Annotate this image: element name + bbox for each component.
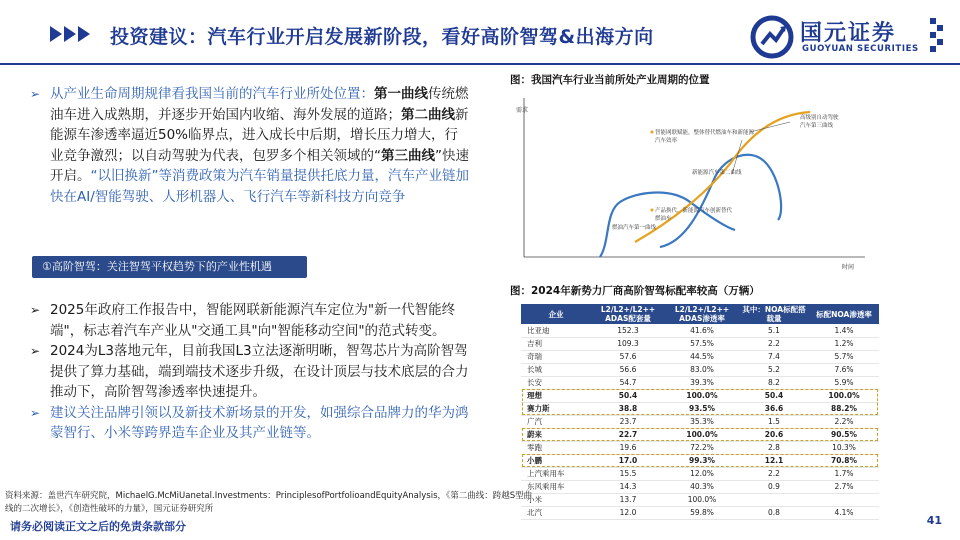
table-row bbox=[521, 363, 879, 376]
cell-value: 5.9% bbox=[809, 376, 879, 389]
company-logo bbox=[750, 14, 945, 60]
cell-value: 2.8 bbox=[739, 441, 809, 454]
cell-value: 2.2 bbox=[739, 467, 809, 480]
cell-company: 广汽 bbox=[521, 415, 591, 428]
cell-value: 50.4 bbox=[739, 389, 809, 402]
bullet-item bbox=[30, 341, 470, 403]
y-axis-label: 需求 bbox=[516, 107, 529, 114]
cell-value: 0.9 bbox=[739, 480, 809, 493]
cell-value: 50.4 bbox=[591, 389, 665, 402]
cell-value: 2.2 bbox=[739, 337, 809, 350]
table-row bbox=[521, 350, 879, 363]
annotation-curve1: 燃油汽车第一曲线 bbox=[612, 225, 657, 231]
text-span: 传统燃油车进入成熟期，并逐步开始国内收缩、海外发展的道路； bbox=[50, 86, 469, 123]
cell-value: 13.7 bbox=[591, 493, 665, 506]
figure1-title: 图：我国汽车行业当前所处产业周期的位置 bbox=[510, 74, 710, 86]
annotation-curve2: 新能源汽车第二曲线 bbox=[692, 170, 742, 176]
text-span: 从产业生命周期规律看我国当前的汽车行业所处位置： bbox=[50, 86, 374, 102]
cell-value: 99.3% bbox=[665, 454, 739, 467]
col-header: 其中：NOA标配搭载量 bbox=[739, 304, 809, 324]
cell-value: 4.1% bbox=[809, 506, 879, 519]
cell-value: 14.3 bbox=[591, 480, 665, 493]
cell-value: 57.6 bbox=[591, 350, 665, 363]
text-span: “以旧换新”等消费政策为汽车销量提供托底力量，汽车产业链加快在AI/智能驾驶、人形机器人、飞行汽车等新科技方向竞争 bbox=[50, 168, 469, 205]
cell-company: 理想 bbox=[521, 389, 591, 402]
cell-value: 1.7% bbox=[809, 467, 879, 480]
cell-value: 5.7% bbox=[809, 350, 879, 363]
cell-value: 36.6 bbox=[739, 402, 809, 415]
logo-emblem-icon bbox=[750, 14, 796, 60]
curve-second bbox=[660, 155, 781, 247]
text-span: ”快速开启。 bbox=[50, 147, 469, 184]
cell-company: 小鹏 bbox=[521, 454, 591, 467]
text-span: 2025年政府工作报告中，智能网联新能源汽车定位为"新一代智能终端"，标志着汽车产业从"交通工具"向"智能移动空间"的范式转变。 bbox=[50, 302, 456, 339]
cell-value: 7.6% bbox=[809, 363, 879, 376]
bold-text: 第三曲线 bbox=[381, 147, 435, 164]
cell-value: 35.3% bbox=[665, 415, 739, 428]
cell-company: 东风乘用车 bbox=[521, 480, 591, 493]
cell-value: 20.6 bbox=[739, 428, 809, 441]
table-row bbox=[521, 389, 879, 402]
header-divider bbox=[0, 63, 960, 65]
cell-value: 90.5% bbox=[809, 428, 879, 441]
adas-table bbox=[521, 304, 879, 520]
cell-value: 100.0% bbox=[665, 428, 739, 441]
logo-pattern-icon bbox=[930, 18, 944, 58]
cell-value: 5.1 bbox=[739, 324, 809, 337]
disclaimer-note: 请务必阅读正文之后的免责条款部分 bbox=[10, 520, 186, 533]
cell-value: 19.6 bbox=[591, 441, 665, 454]
table-row bbox=[521, 428, 879, 441]
cell-company: 长城 bbox=[521, 363, 591, 376]
cell-value: 1.4% bbox=[809, 324, 879, 337]
table-row bbox=[521, 415, 879, 428]
cell-value: 15.5 bbox=[591, 467, 665, 480]
cell-value: 0.8 bbox=[739, 506, 809, 519]
cell-value: 83.0% bbox=[665, 363, 739, 376]
cell-value: 8.2 bbox=[739, 376, 809, 389]
page-title: 投资建议：汽车行业开启发展新阶段，看好高阶智驾&出海方向 bbox=[110, 26, 654, 48]
cell-value: 2.7% bbox=[809, 480, 879, 493]
cell-value: 59.8% bbox=[665, 506, 739, 519]
cell-value: 10.3% bbox=[809, 441, 879, 454]
col-header: 企业 bbox=[521, 304, 591, 324]
cell-value: 5.2 bbox=[739, 363, 809, 376]
cell-company: 小米 bbox=[521, 493, 591, 506]
table-row bbox=[521, 454, 879, 467]
table-row bbox=[521, 337, 879, 350]
intelligent-driving-paragraphs bbox=[30, 300, 470, 444]
col-header: L2/L2+/L2++ ADAS配套量 bbox=[591, 304, 665, 324]
bold-text: 第一曲线 bbox=[374, 86, 428, 102]
cell-value bbox=[739, 493, 809, 506]
cell-company: 上汽乘用车 bbox=[521, 467, 591, 480]
annotation-curve3-b: 汽车第三曲线 bbox=[800, 123, 834, 129]
col-header: 标配NOA渗透率 bbox=[809, 304, 879, 324]
lifecycle-paragraph bbox=[30, 84, 470, 207]
section-subheading: ①高阶智驾：关注智驾平权趋势下的产业性机遇 bbox=[32, 256, 307, 278]
cell-value: 100.0% bbox=[809, 389, 879, 402]
cell-value: 12.1 bbox=[739, 454, 809, 467]
cell-company: 零跑 bbox=[521, 441, 591, 454]
cell-value: 12.0% bbox=[665, 467, 739, 480]
annotation-curve3-a: 高级别自动驾驶 bbox=[800, 115, 839, 121]
table-row bbox=[521, 441, 879, 454]
industry-cycle-diagram bbox=[510, 92, 875, 272]
logo-text-cn: 国元证券 bbox=[800, 21, 897, 46]
x-axis-label: 时间 bbox=[842, 264, 855, 271]
cell-company: 比亚迪 bbox=[521, 324, 591, 337]
bold-text: 第二曲线 bbox=[401, 106, 455, 123]
cell-company: 赛力斯 bbox=[521, 402, 591, 415]
cell-value: 100.0% bbox=[665, 493, 739, 506]
page-number: 41 bbox=[926, 514, 942, 527]
cell-value: 7.4 bbox=[739, 350, 809, 363]
table-row bbox=[521, 324, 879, 337]
figure2-title: 图：2024年新势力厂商高阶智驾标配率较高（万辆） bbox=[510, 285, 760, 297]
text-span: 新能源车渗透率逼近50%临界点，进入成长中后期，增长压力增大，行业竞争激烈；以自动驾驶为代表，包罗多个相关领域的“ bbox=[50, 106, 469, 164]
cell-value: 88.2% bbox=[809, 402, 879, 415]
cell-value: 1.5 bbox=[739, 415, 809, 428]
cell-value: 72.2% bbox=[665, 441, 739, 454]
table-row bbox=[521, 506, 879, 519]
cell-company: 长安 bbox=[521, 376, 591, 389]
cell-value: 2.2% bbox=[809, 415, 879, 428]
cell-value: 93.5% bbox=[665, 402, 739, 415]
cell-company: 北汽 bbox=[521, 506, 591, 519]
cell-company: 蔚来 bbox=[521, 428, 591, 441]
cell-value: 100.0% bbox=[665, 389, 739, 402]
table-row bbox=[521, 493, 879, 506]
table-row bbox=[521, 402, 879, 415]
table-row bbox=[521, 376, 879, 389]
annotation-top-a: 智能网联赋能，整体替代燃油车和新能源 bbox=[655, 130, 755, 136]
bullet-item bbox=[30, 84, 470, 207]
text-span: 建议关注品牌引领以及新技术新场景的开发，如强综合品牌力的华为鸿蒙智行、小米等跨界造车企业及其产业链等。 bbox=[50, 404, 469, 441]
table-row bbox=[521, 480, 879, 493]
cell-value: 41.6% bbox=[665, 324, 739, 337]
cell-value: 23.7 bbox=[591, 415, 665, 428]
text-span: 2024为L3落地元年，目前我国L3立法逐渐明晰，智驾芯片为高阶智驾提供了算力基础，端到端技术逐步升级，在设计顶层与技术底层的合力推动下，高阶智驾渗透率快速提升。 bbox=[50, 343, 469, 400]
cell-value: 152.3 bbox=[591, 324, 665, 337]
slide-header bbox=[0, 0, 960, 66]
bullet-item bbox=[30, 403, 470, 444]
table-header-row bbox=[521, 304, 879, 324]
bullet-item bbox=[30, 300, 470, 341]
cell-value: 40.3% bbox=[665, 480, 739, 493]
table-row bbox=[521, 467, 879, 480]
cell-company: 吉利 bbox=[521, 337, 591, 350]
cell-value: 44.5% bbox=[665, 350, 739, 363]
cell-company: 奇瑞 bbox=[521, 350, 591, 363]
cell-value: 70.8% bbox=[809, 454, 879, 467]
cell-value: 12.0 bbox=[591, 506, 665, 519]
cell-value: 17.0 bbox=[591, 454, 665, 467]
cell-value: 22.7 bbox=[591, 428, 665, 441]
cell-value: 57.5% bbox=[665, 337, 739, 350]
chevron-arrows-icon bbox=[50, 26, 90, 42]
col-header: L2/L2+/L2++ ADAS渗透率 bbox=[665, 304, 739, 324]
cell-value: 39.3% bbox=[665, 376, 739, 389]
cell-value: 38.8 bbox=[591, 402, 665, 415]
cell-value: 54.7 bbox=[591, 376, 665, 389]
cell-value bbox=[809, 493, 879, 506]
annotation-mid-a: 产品换代，新能源汽车创新替代 bbox=[655, 208, 733, 214]
logo-text-en: GUOYUAN SECURITIES bbox=[802, 44, 919, 54]
annotation-mid-b: 燃油车 bbox=[655, 216, 672, 222]
source-note: 资料来源：盖世汽车研究院，MichaelG.McMiUanetal.Investments：PrinciplesofPortfolioandEquityAnalysis，《第二曲线：跨越S型曲线的二次增长》，《创造性破坏的力量》，国元证券研究所 bbox=[5, 491, 533, 514]
annotation-top-b: 汽车效率 bbox=[655, 138, 678, 144]
cell-value: 56.6 bbox=[591, 363, 665, 376]
cell-value: 109.3 bbox=[591, 337, 665, 350]
cell-value: 1.2% bbox=[809, 337, 879, 350]
